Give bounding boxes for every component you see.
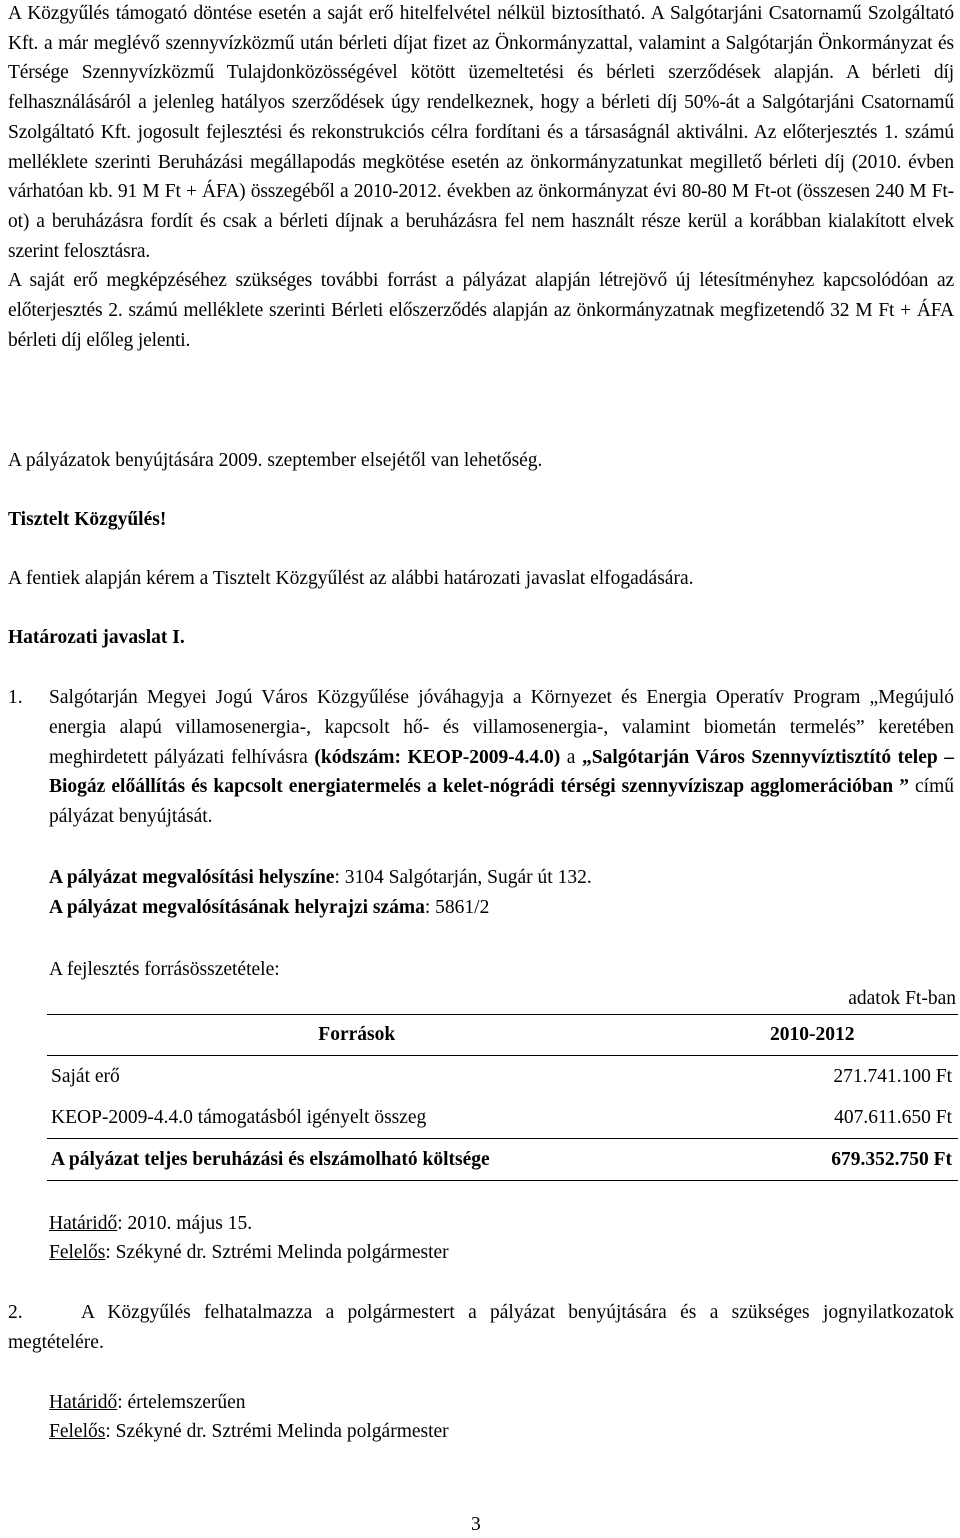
project-title: „Salgótarján Város Szennyvíztisztító telep – Biogáz előállítás és kapcsolt energiatermelés a kelet-nógrádi térségi szennyvíziszap agglomerációban ” [49,746,954,798]
funding-structure-title: A fejlesztés forrásösszetétele: [49,959,280,980]
column-header-period: 2010-2012 [666,1015,958,1056]
salutation: Tisztelt Közgyűlés! [8,509,167,530]
item-1-text-connector: a [560,746,582,768]
unit-note: adatok Ft-ban [848,988,956,1009]
total-label: A pályázat teljes beruházási és elszámolható költsége [47,1139,666,1181]
column-header-sources: Források [47,1015,666,1056]
additional-funds-text: A saját erő megképzéséhez szükséges további forrást a pályázat alapján létrejövő új létesítményhez kapcsolódóan az előterjesztés 2. számú melléklete szerinti Bérleti előszerződés alapján az önkormányzatnak megfizetendő 32 M Ft + ÁFA bérleti díj előleg jelenti. [8,270,954,351]
responsible-value: : Székyné dr. Sztrémi Melinda polgármester [105,1242,449,1263]
application-date-paragraph: A pályázatok benyújtására 2009. szeptember elsejétől van lehetőség. [8,450,543,471]
deadline-label: Határidő [49,1392,118,1413]
item-number: 1. [8,687,23,708]
project-location [49,863,592,893]
item-1-responsible [49,1238,449,1268]
funding-explanation-paragraph [8,0,954,355]
project-plot-value: : 5861/2 [424,897,490,918]
row-label: Saját erő [51,1065,120,1087]
row-value: 271.741.100 Ft [833,1065,952,1087]
table-row [47,1056,958,1098]
item-2-responsible [49,1417,449,1447]
deadline-value: : értelemszerűen [117,1392,246,1413]
table-total-row [47,1139,958,1181]
page-number: 3 [471,1514,481,1535]
row-label: KEOP-2009-4.4.0 támogatásból igényelt összeg [51,1106,427,1128]
project-plot-label: A pályázat megvalósításának helyrajzi száma [49,897,425,918]
resolution-item-2 [8,1298,954,1358]
deadline-label: Határidő [49,1213,118,1234]
responsible-label: Felelős [49,1421,106,1442]
total-value: 679.352.750 Ft [666,1139,958,1181]
item-2-deadline [49,1388,246,1418]
funding-table [47,1014,958,1181]
resolution-heading: Határozati javaslat I. [8,627,185,648]
item-1-text-end: című pályázat benyújtását. [49,776,955,828]
item-1-text [49,683,954,832]
project-location-value: : 3104 Salgótarján, Sugár út 132. [334,867,592,888]
item-1-deadline [49,1209,252,1239]
request-paragraph: A fentiek alapján kérem a Tisztelt Közgyűlést az alábbi határozati javaslat elfogadására. [8,568,694,589]
project-plot-number [49,893,489,923]
project-location-label: A pályázat megvalósítási helyszíne [49,867,335,888]
item-number: 2. [8,1302,23,1323]
responsible-value: : Székyné dr. Sztrémi Melinda polgármester [105,1421,449,1442]
funding-table-header [47,1015,958,1056]
own-funds-text: A Közgyűlés támogató döntése esetén a saját erő hitelfelvétel nélkül biztosítható. A Salgótarjáni Csatornamű Szolgáltató Kft. a már meglévő szennyvízközmű után bérleti díjat fizet az Önkormányzattal, valamint a Salgótarján Önkormányzat és Térsége Szennyvízközmű Tulajdonközösségével kötött üzemeltetési és bérleti szerződések alapján. A bérleti díj felhasználásáról a jelenleg hatályos szerződések úgy rendelkeznek, hogy a bérleti díj 50%-át a Salgótarjáni Csatornamű Szolgáltató Kft. jogosult fejlesztési és rekonstrukciós célra fordítani és a társaságnál aktiválni. Az előterjesztés 1. számú melléklete szerinti Beruházási megállapodás megkötése esetén az önkormányzatunkat megillető bérleti díj (2010. évben várhatóan kb. 91 M Ft + ÁFA) összegéből a 2010-2012. években az önkormányzat évi 80-80 M Ft-ot (összesen 240 M Ft-ot) a beruházásra fordít és csak a bérleti díjnak a beruházásra fel nem használt része kerül a korábban kialakított elvek szerint felosztásra. [8,3,954,262]
deadline-value: : 2010. május 15. [117,1213,253,1234]
row-value: 407.611.650 Ft [834,1106,952,1128]
resolution-item-1 [8,683,954,832]
item-2-text: A Közgyűlés felhatalmazza a polgármestert a pályázat benyújtására és a szükséges jognyilatkozatok megtételére. [8,1302,954,1353]
item-1-text-intro: Salgótarján Megyei Jogú Város Közgyűlése jóváhagyja a Környezet és Energia Operatív Program „Megújuló energia alapú villamosenergia-, kapcsolt hő- és villamosenergia-, valamint biometán termelés” keretében meghirdetett pályázati felhívásra [49,687,954,768]
program-code: (kódszám: KEOP-2009-4.4.0) [314,746,561,768]
table-row [47,1097,958,1139]
responsible-label: Felelős [49,1242,106,1263]
